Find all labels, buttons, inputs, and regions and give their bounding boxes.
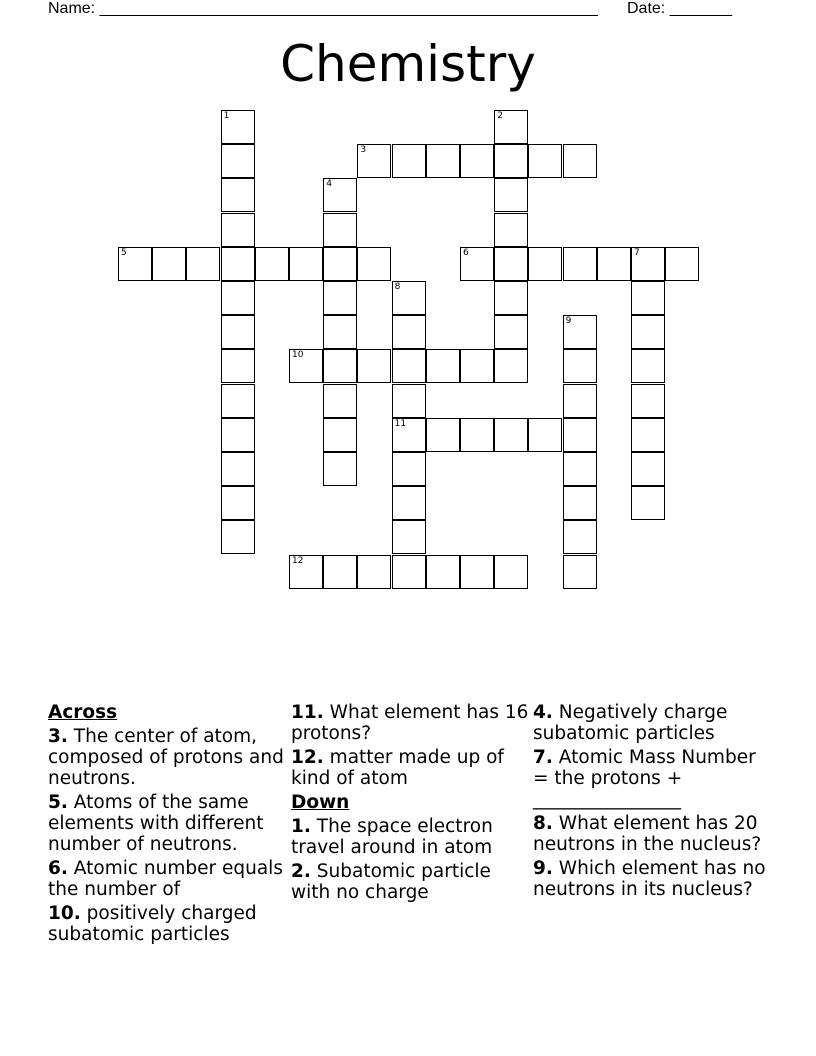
- clue-text: Which element has no neutrons in its nucleus?: [533, 858, 766, 900]
- clue-text: positively charged subatomic particles: [48, 903, 257, 945]
- clue-text: Atomic number equals the number of: [48, 858, 283, 900]
- crossword-cell[interactable]: [494, 281, 528, 315]
- crossword-cell[interactable]: [460, 418, 494, 452]
- crossword-cell[interactable]: [323, 452, 357, 486]
- clue-across-6: [48, 858, 288, 900]
- crossword-cell[interactable]: [221, 144, 255, 178]
- crossword-cell[interactable]: [221, 110, 255, 144]
- crossword-cell[interactable]: [494, 213, 528, 247]
- crossword-cell[interactable]: [357, 555, 391, 589]
- crossword-cell[interactable]: [563, 452, 597, 486]
- date-blank: _______: [669, 0, 732, 17]
- crossword-cell[interactable]: [357, 144, 391, 178]
- clue-across-3: [48, 726, 288, 789]
- crossword-cell[interactable]: [392, 144, 426, 178]
- crossword-cell[interactable]: [289, 247, 323, 281]
- clue-down-2: [291, 861, 531, 903]
- crossword-cell[interactable]: [221, 315, 255, 349]
- clue-number: 9.: [533, 858, 553, 879]
- crossword-cell[interactable]: [631, 452, 665, 486]
- crossword-cell[interactable]: [494, 110, 528, 144]
- crossword-cell[interactable]: [494, 247, 528, 281]
- crossword-cell[interactable]: [289, 555, 323, 589]
- clue-number: 11.: [291, 702, 324, 723]
- crossword-cell[interactable]: [597, 247, 631, 281]
- clue-down-8: [533, 813, 773, 855]
- clue-number: 2.: [291, 861, 311, 882]
- cell-number: 2: [497, 111, 503, 121]
- crossword-cell[interactable]: [426, 555, 460, 589]
- crossword-cell[interactable]: [665, 247, 699, 281]
- crossword-cell[interactable]: [528, 418, 562, 452]
- crossword-cell[interactable]: [494, 144, 528, 178]
- crossword-cell[interactable]: [392, 418, 426, 452]
- crossword-cell[interactable]: [631, 384, 665, 418]
- crossword-cell[interactable]: [323, 555, 357, 589]
- crossword-cell[interactable]: [392, 486, 426, 520]
- crossword-cell[interactable]: [563, 349, 597, 383]
- crossword-cell[interactable]: [392, 315, 426, 349]
- clues-column-1: [48, 702, 288, 948]
- crossword-cell[interactable]: [289, 349, 323, 383]
- clue-across-5: [48, 792, 288, 855]
- crossword-cell[interactable]: [221, 384, 255, 418]
- crossword-cell[interactable]: [494, 555, 528, 589]
- crossword-cell[interactable]: [392, 520, 426, 554]
- name-label: Name:: [48, 0, 96, 17]
- page-title: Chemistry: [280, 35, 536, 93]
- crossword-cell[interactable]: [460, 247, 494, 281]
- cell-number: 8: [394, 282, 401, 292]
- crossword-cell[interactable]: [186, 247, 220, 281]
- cell-number: 5: [121, 247, 127, 258]
- crossword-cell[interactable]: [323, 213, 357, 247]
- crossword-cell[interactable]: [631, 349, 665, 383]
- crossword-cell[interactable]: [323, 281, 357, 315]
- clue-number: 12.: [291, 747, 324, 768]
- clue-down-7: [533, 747, 773, 810]
- clue-number: 6.: [48, 858, 68, 879]
- crossword-cell[interactable]: [563, 144, 597, 178]
- crossword-cell[interactable]: [221, 418, 255, 452]
- clue-text: Atomic Mass Number = the protons + ________________: [533, 747, 756, 810]
- crossword-cell[interactable]: [631, 315, 665, 349]
- crossword-cell[interactable]: [221, 349, 255, 383]
- clue-down-9: [533, 858, 773, 900]
- crossword-cell[interactable]: [221, 178, 255, 212]
- crossword-cell[interactable]: [392, 384, 426, 418]
- clue-across-12: [291, 747, 531, 789]
- crossword-cell[interactable]: [563, 384, 597, 418]
- crossword-cell[interactable]: [392, 555, 426, 589]
- clue-text: What element has 20 neutrons in the nucleus?: [533, 813, 762, 855]
- crossword-cell[interactable]: [563, 315, 597, 349]
- clue-number: 4.: [533, 702, 553, 723]
- clue-number: 5.: [48, 792, 68, 813]
- clue-number: 1.: [291, 816, 311, 837]
- clue-across-10: [48, 903, 288, 945]
- crossword-cell[interactable]: [392, 349, 426, 383]
- crossword-cell[interactable]: [323, 315, 357, 349]
- clue-number: 7.: [533, 747, 553, 768]
- clue-down-4: [533, 702, 773, 744]
- clue-text: What element has 16 protons?: [291, 702, 529, 744]
- crossword-cell[interactable]: [221, 486, 255, 520]
- cell-number: 4: [326, 179, 332, 190]
- crossword-cell[interactable]: [255, 247, 289, 281]
- crossword-cell[interactable]: [563, 555, 597, 589]
- clues-column-2: [291, 702, 531, 906]
- crossword-cell[interactable]: [392, 452, 426, 486]
- cell-number: 7: [634, 247, 640, 258]
- cell-number: 9: [565, 316, 572, 327]
- crossword-cell[interactable]: [563, 247, 597, 281]
- crossword-cell[interactable]: [631, 418, 665, 452]
- name-blank: ________________________________________________________: [99, 0, 598, 17]
- crossword-cell[interactable]: [392, 281, 426, 315]
- crossword-cell[interactable]: [563, 520, 597, 554]
- crossword-cell[interactable]: [323, 178, 357, 212]
- clue-text: Atoms of the same elements with different number of neutrons.: [48, 792, 264, 855]
- cell-number: 11: [394, 418, 407, 429]
- crossword-cell[interactable]: [221, 520, 255, 554]
- clue-number: 10.: [48, 903, 81, 924]
- date-label: Date:: [627, 0, 666, 17]
- crossword-cell[interactable]: [221, 452, 255, 486]
- clue-number: 8.: [533, 813, 553, 834]
- clue-across-11: [291, 702, 531, 744]
- clues-column-3: [533, 702, 773, 903]
- crossword-cell[interactable]: [152, 247, 186, 281]
- crossword-cell[interactable]: [631, 281, 665, 315]
- clue-text: matter made up of kind of atom: [291, 747, 504, 789]
- cell-number: 3: [360, 145, 367, 156]
- crossword-cell[interactable]: [323, 247, 357, 281]
- crossword-cell[interactable]: [494, 349, 528, 383]
- cell-number: 10: [292, 350, 304, 361]
- clue-number: 3.: [48, 726, 68, 747]
- crossword-cell[interactable]: [357, 349, 391, 383]
- crossword-cell[interactable]: [631, 486, 665, 520]
- across-heading: Across: [48, 702, 118, 723]
- clue-text: The center of atom, composed of protons and neutrons.: [48, 726, 284, 789]
- crossword-cell[interactable]: [221, 281, 255, 315]
- crossword-cell[interactable]: [118, 247, 152, 281]
- crossword-cell[interactable]: [460, 349, 494, 383]
- crossword-cell[interactable]: [563, 418, 597, 452]
- cell-number: 6: [463, 247, 469, 258]
- crossword-cell[interactable]: [631, 247, 665, 281]
- cell-number: 12: [292, 555, 304, 566]
- crossword-cell[interactable]: [323, 418, 357, 452]
- crossword-cell[interactable]: [426, 144, 460, 178]
- crossword-cell[interactable]: [563, 486, 597, 520]
- crossword-cell[interactable]: [528, 144, 562, 178]
- crossword-cell[interactable]: [460, 144, 494, 178]
- down-heading: Down: [291, 792, 350, 813]
- clue-text: The space electron travel around in atom: [291, 816, 493, 858]
- crossword-cell[interactable]: [323, 384, 357, 418]
- clue-text: Subatomic particle with no charge: [291, 861, 491, 903]
- crossword-cell[interactable]: [357, 247, 391, 281]
- crossword-cell[interactable]: [426, 418, 460, 452]
- crossword-cell[interactable]: [460, 555, 494, 589]
- crossword-cell[interactable]: [528, 247, 562, 281]
- cell-number: 1: [223, 111, 230, 121]
- crossword-cell[interactable]: [494, 178, 528, 212]
- crossword-cell[interactable]: [494, 418, 528, 452]
- crossword-cell[interactable]: [323, 349, 357, 383]
- crossword-cell[interactable]: [426, 349, 460, 383]
- clue-down-1: [291, 816, 531, 858]
- crossword-cell[interactable]: [221, 247, 255, 281]
- clue-text: Negatively charge subatomic particles: [533, 702, 728, 744]
- crossword-cell[interactable]: [221, 213, 255, 247]
- crossword-cell[interactable]: [494, 315, 528, 349]
